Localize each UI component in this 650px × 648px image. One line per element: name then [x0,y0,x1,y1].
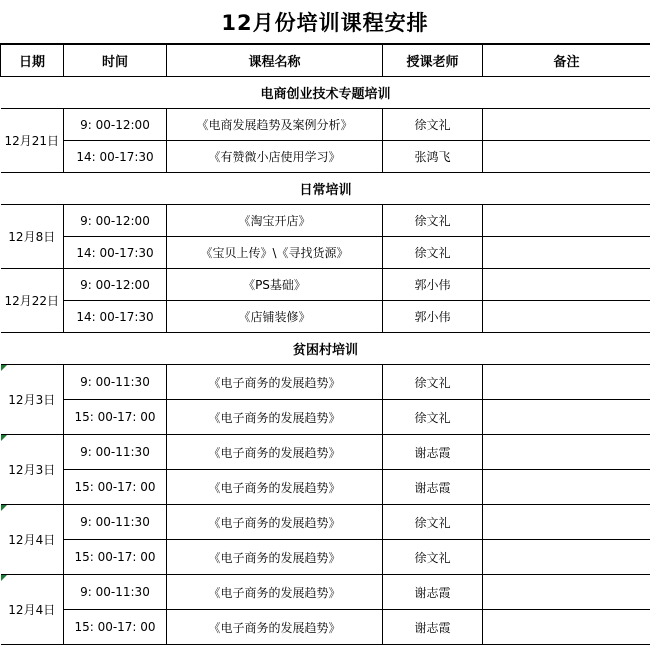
time-cell[interactable]: 9: 00-11:30 [64,575,167,610]
teacher-cell[interactable]: 徐文礼 [383,237,483,269]
table-row [1,301,650,333]
table-row [1,109,650,141]
course-cell[interactable]: 《电商发展趋势及案例分析》 [167,109,383,141]
time-cell[interactable]: 14: 00-17:30 [64,237,167,269]
header-teacher[interactable]: 授课老师 [383,45,483,77]
course-cell[interactable]: 《电子商务的发展趋势》 [167,435,383,470]
course-cell[interactable]: 《电子商务的发展趋势》 [167,575,383,610]
note-cell[interactable] [483,301,650,333]
time-cell[interactable]: 15: 00-17: 00 [64,610,167,645]
table-row [1,505,650,540]
time-cell[interactable]: 15: 00-17: 00 [64,540,167,575]
time-cell[interactable]: 9: 00-12:00 [64,269,167,301]
teacher-cell[interactable]: 徐文礼 [383,205,483,237]
note-cell[interactable] [483,141,650,173]
course-cell[interactable]: 《有赞微小店使用学习》 [167,141,383,173]
table-row [1,269,650,301]
course-cell[interactable]: 《淘宝开店》 [167,205,383,237]
course-cell[interactable]: 《电子商务的发展趋势》 [167,540,383,575]
cell-comment-marker-icon [1,505,7,511]
note-cell[interactable] [483,435,650,470]
header-course[interactable]: 课程名称 [167,45,383,77]
note-cell[interactable] [483,575,650,610]
table-row [1,540,650,575]
note-cell[interactable] [483,365,650,400]
date-label: 12月22日 [4,294,60,308]
note-cell[interactable] [483,610,650,645]
date-cell[interactable] [1,365,64,435]
course-cell[interactable]: 《电子商务的发展趋势》 [167,470,383,505]
teacher-cell[interactable]: 谢志霞 [383,575,483,610]
date-label: 12月8日 [8,230,56,244]
date-cell[interactable] [1,505,64,575]
section-row [1,173,650,205]
date-cell[interactable] [1,269,64,333]
time-cell[interactable]: 15: 00-17: 00 [64,400,167,435]
course-cell[interactable]: 《PS基础》 [167,269,383,301]
table-row [1,400,650,435]
table-row [1,237,650,269]
note-cell[interactable] [483,109,650,141]
table-row [1,435,650,470]
teacher-cell[interactable]: 徐文礼 [383,505,483,540]
section-title[interactable]: 贫困村培训 [1,333,650,365]
table-row [1,575,650,610]
time-cell[interactable]: 14: 00-17:30 [64,141,167,173]
teacher-cell[interactable]: 徐文礼 [383,540,483,575]
course-cell[interactable]: 《电子商务的发展趋势》 [167,365,383,400]
note-cell[interactable] [483,237,650,269]
teacher-cell[interactable]: 徐文礼 [383,109,483,141]
header-note[interactable]: 备注 [483,45,650,77]
teacher-cell[interactable]: 郭小伟 [383,269,483,301]
cell-comment-marker-icon [1,365,7,371]
time-cell[interactable]: 14: 00-17:30 [64,301,167,333]
date-label: 12月4日 [8,603,56,617]
teacher-cell[interactable]: 张鸿飞 [383,141,483,173]
section-title[interactable]: 电商创业技术专题培训 [1,77,650,109]
page-title[interactable]: 12月份培训课程安排 [0,0,650,44]
section-row [1,333,650,365]
table-row [1,141,650,173]
course-cell[interactable]: 《宝贝上传》\《寻找货源》 [167,237,383,269]
date-cell[interactable] [1,205,64,269]
date-cell[interactable] [1,109,64,173]
time-cell[interactable]: 15: 00-17: 00 [64,470,167,505]
table-row [1,365,650,400]
time-cell[interactable]: 9: 00-12:00 [64,205,167,237]
teacher-cell[interactable]: 徐文礼 [383,365,483,400]
date-label: 12月4日 [8,533,56,547]
note-cell[interactable] [483,470,650,505]
teacher-cell[interactable]: 谢志霞 [383,610,483,645]
table-row [1,610,650,645]
time-cell[interactable]: 9: 00-11:30 [64,365,167,400]
cell-comment-marker-icon [1,435,7,441]
date-label: 12月3日 [8,393,56,407]
header-row [1,45,650,77]
note-cell[interactable] [483,205,650,237]
section-title[interactable]: 日常培训 [1,173,650,205]
time-cell[interactable]: 9: 00-12:00 [64,109,167,141]
teacher-cell[interactable]: 郭小伟 [383,301,483,333]
header-date[interactable]: 日期 [1,45,64,77]
date-label: 12月21日 [4,134,60,148]
table-row [1,470,650,505]
time-cell[interactable]: 9: 00-11:30 [64,435,167,470]
course-cell[interactable]: 《电子商务的发展趋势》 [167,610,383,645]
header-time[interactable]: 时间 [64,45,167,77]
teacher-cell[interactable]: 徐文礼 [383,400,483,435]
teacher-cell[interactable]: 谢志霞 [383,435,483,470]
course-cell[interactable]: 《电子商务的发展趋势》 [167,505,383,540]
teacher-cell[interactable]: 谢志霞 [383,470,483,505]
note-cell[interactable] [483,540,650,575]
course-cell[interactable]: 《电子商务的发展趋势》 [167,400,383,435]
date-label: 12月3日 [8,463,56,477]
date-cell[interactable] [1,435,64,505]
note-cell[interactable] [483,400,650,435]
time-cell[interactable]: 9: 00-11:30 [64,505,167,540]
course-cell[interactable]: 《店铺装修》 [167,301,383,333]
note-cell[interactable] [483,505,650,540]
section-row [1,77,650,109]
schedule-table [0,44,650,645]
cell-comment-marker-icon [1,575,7,581]
note-cell[interactable] [483,269,650,301]
date-cell[interactable] [1,575,64,645]
table-row [1,205,650,237]
